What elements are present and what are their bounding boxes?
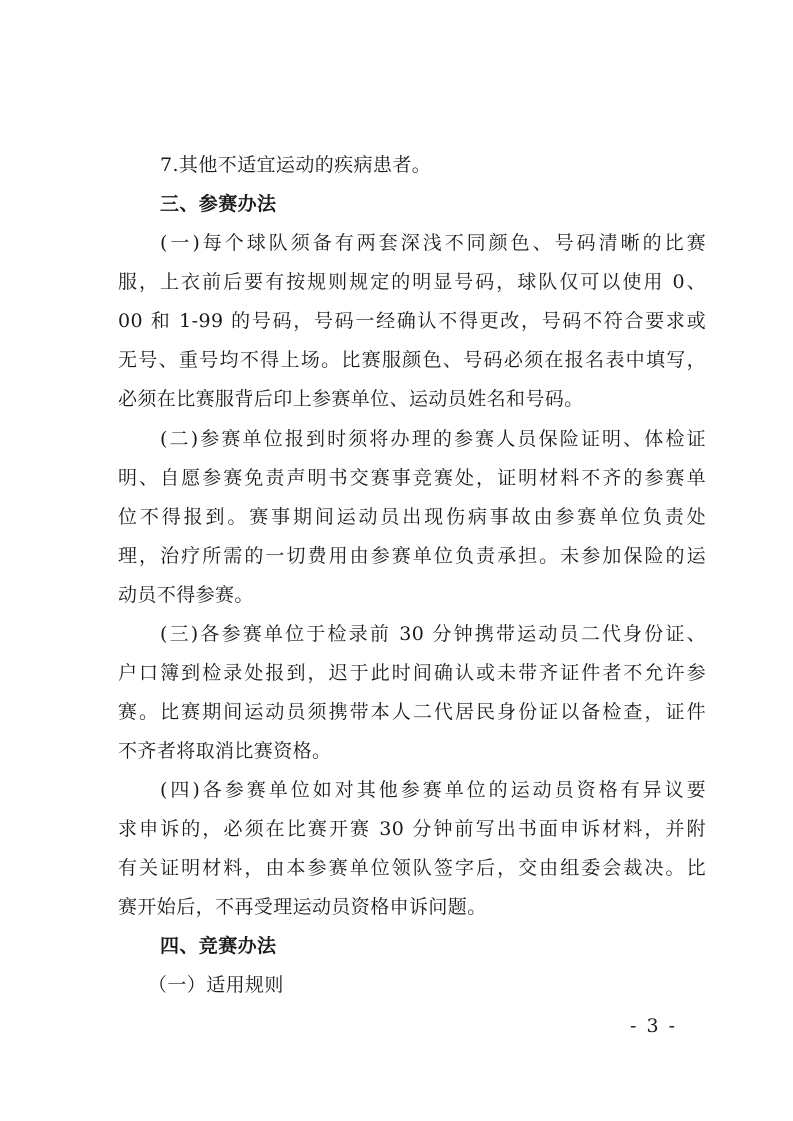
paragraph-1-line-4: 无号、重号均不得上场。比赛服颜色、号码必须在报名表中填写， (118, 349, 706, 371)
paragraph-1-line-2: 服，上衣前后要有按规则规定的明显号码，球队仅可以使用 0、 (118, 271, 706, 293)
paragraph-1-line-1: (一)每个球队须备有两套深浅不同颜色、号码清晰的比赛 (160, 232, 706, 254)
paragraph-1-line-5: 必须在比赛服背后印上参赛单位、运动员姓名和号码。 (118, 388, 584, 410)
paragraph-3-line-1: (三)各参赛单位于检录前 30 分钟携带运动员二代身份证、 (160, 623, 706, 645)
section-heading-4: 四、竞赛办法 (160, 935, 277, 957)
paragraph-4-line-2: 求申诉的，必须在比赛开赛 30 分钟前写出书面申诉材料，并附 (118, 818, 706, 840)
paragraph-4-line-3: 有关证明材料，由本参赛单位领队签字后，交由组委会裁决。比 (118, 857, 706, 879)
paragraph-4-line-4: 赛开始后，不再受理运动员资格申诉问题。 (118, 896, 487, 918)
paragraph-3-line-2: 户口簿到检录处报到，迟于此时间确认或未带齐证件者不允许参 (118, 662, 706, 684)
paragraph-2-line-2: 明、自愿参赛免责声明书交赛事竞赛处，证明材料不齐的参赛单 (118, 467, 706, 489)
paragraph-2-line-5: 动员不得参赛。 (118, 584, 254, 606)
section-heading-3: 三、参赛办法 (160, 193, 277, 215)
paragraph-2-line-1: (二)参赛单位报到时须将办理的参赛人员保险证明、体检证 (160, 428, 706, 450)
paragraph-3-line-4: 不齐者将取消比赛资格。 (118, 740, 332, 762)
subsection-heading: （一）适用规则 (148, 974, 284, 996)
paragraph-2-line-4: 理，治疗所需的一切费用由参赛单位负责承担。未参加保险的运 (118, 545, 706, 567)
paragraph-4-line-1: (四)各参赛单位如对其他参赛单位的运动员资格有异议要 (160, 779, 706, 801)
paragraph-1-line-3: 00 和 1-99 的号码，号码一经确认不得更改，号码不符合要求或 (118, 310, 706, 332)
paragraph-2-line-3: 位不得报到。赛事期间运动员出现伤病事故由参赛单位负责处 (118, 506, 706, 528)
page-number: - 3 - (630, 1015, 678, 1037)
list-item-7: 7.其他不适宜运动的疾病患者。 (160, 154, 432, 176)
paragraph-3-line-3: 赛。比赛期间运动员须携带本人二代居民身份证以备检查，证件 (118, 701, 706, 723)
